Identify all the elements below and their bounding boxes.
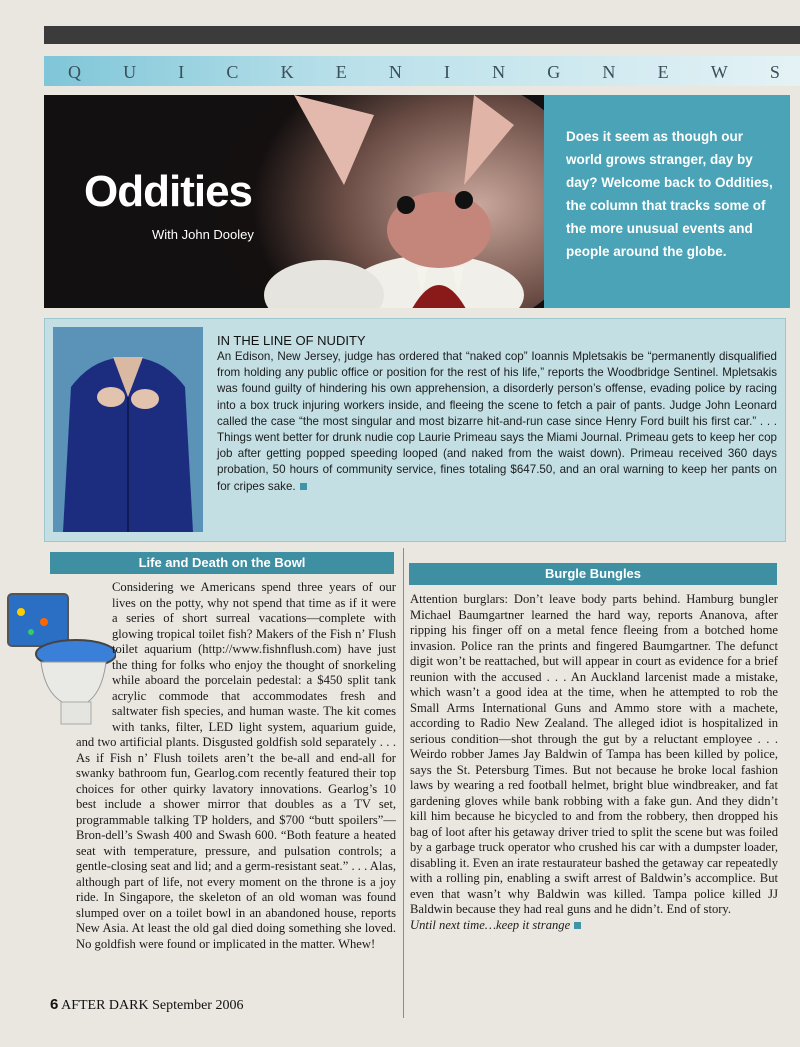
feature-text bbox=[217, 349, 777, 495]
right-column-heading: Burgle Bungles bbox=[409, 563, 777, 585]
signoff: Until next time…keep it strange bbox=[410, 917, 571, 932]
kicker-letter: N bbox=[492, 62, 508, 82]
left-column-heading: Life and Death on the Bowl bbox=[50, 552, 394, 574]
kicker-letter: Q bbox=[68, 62, 83, 82]
intro-text: Does it seem as though our world grows stranger, day by day? Welcome back to Oddities, the column that tracks some of the more unusual events and people around the globe. bbox=[566, 129, 773, 259]
kicker-letter: G bbox=[547, 62, 563, 82]
feature-text-body: An Edison, New Jersey, judge has ordered that “naked cop” Ioannis Mpletsakis be “permanently disqualified from holding any public office or position for the rest of his life,” reports the Woodbridge Sentinel. Mpletsakis was found guilty of hindering his own apprehension, a disorderly person’s offense, evading police by racing into a box truck injuring workers inside, and fleeing the scene to fetch a pair of pants. Judge John Leonard called the case “the most singular and most bizarre hit-and-run case since Henry Ford built his first car.” . . . Things went better for drunk nudie cop Laurie Primeau says the Miami Journal. Primeau gets to keep her cop job after getting popped speeding looped (and naked from the waist down). Primeau received 360 days probation, 50 hours of community service, fines totaling $647.50, and an oral warning to keep her pants on for cripes sake. bbox=[217, 350, 777, 493]
end-mark-icon bbox=[300, 483, 307, 490]
end-mark-icon bbox=[574, 922, 581, 929]
kicker-letter: U bbox=[123, 62, 139, 82]
kicker-letter: I bbox=[444, 62, 452, 82]
image-wrap-spacer bbox=[76, 580, 112, 730]
kicker-letter: E bbox=[657, 62, 671, 82]
kicker-letter: I bbox=[178, 62, 187, 82]
kicker-letter: E bbox=[335, 62, 349, 82]
kicker-letter: K bbox=[280, 62, 296, 82]
kicker-letter: S bbox=[769, 62, 782, 82]
kicker-letter: N bbox=[388, 62, 404, 82]
page-number: 6 bbox=[50, 996, 59, 1013]
right-column-text bbox=[410, 592, 778, 933]
column-title: Oddities bbox=[84, 167, 253, 216]
feature-heading: IN THE LINE OF NUDITY bbox=[217, 333, 366, 348]
page-footer bbox=[50, 996, 243, 1014]
feature-box bbox=[44, 318, 786, 542]
magazine-issue: AFTER DARK September 2006 bbox=[61, 998, 244, 1013]
top-bar bbox=[44, 26, 800, 44]
kicker-letter: C bbox=[226, 62, 241, 82]
hero-banner bbox=[44, 95, 544, 308]
kicker-letters bbox=[44, 56, 800, 83]
intro-box bbox=[544, 95, 790, 308]
kicker-letter: N bbox=[602, 62, 618, 82]
kicker-letter: W bbox=[710, 62, 730, 82]
man-in-blue-shirt-photo bbox=[53, 327, 203, 532]
left-column-text: Considering we Americans spend three years of our lives on the potty, why not spend that time as if it were a series of short surreal vacations—complete with glowing tropical toilet fish? Makers of the Fish n’ Flush toilet aquarium (http://www.fishnflush.com) have just the thing for folks who enjoy the thought of snorkeling while aboard the porcelain pedestal: a $450 split tank acrylic commode that accommodates fresh and saltwater fish species, and human waste. The kit comes with tanks, filter, LED light system, aquarium guide, and two artificial plants. Disgusted goldfish sold separately . . . As if Fish n’ Flush toilets aren’t the be-all and end-all for swanky bathroom fun, Gearlog.com recently featured their top choices for other quirky lavatory innovations. Gearlog’s 10 best include a shower mirror that doubles as a TV set, programmable talking TP holders, and $700 “butt spoilers”—Bron-dell’s Swash 400 and Swash 600. “Both feature a heated seat with temperature, pressure, and pulsation controls; a gentle-closing seat and lid; and a germ-resistant seat.” . . . Alas, although part of life, not every moment on the throne is a joy ride. In Singapore, the skeleton of an old woman was found slumped over on a toilet bowl in an abandoned house, reports New Asia. At least the old gal died doing something she loved. No goldfish were found or implicated in the matter. Whew! bbox=[76, 580, 396, 951]
section-kicker bbox=[44, 56, 800, 86]
byline: With John Dooley bbox=[152, 227, 254, 242]
column-divider bbox=[403, 548, 404, 1018]
right-column-body: Attention burglars: Don’t leave body parts behind. Hamburg bungler Michael Baumgartner learned the hard way, reports Ananova, after ripping his finger off on a metal fence fleeing from a botched home invasion. Police ran the prints and fingered Baumgartner. The defunct digit won’t be reattached, but will appear in court as evidence for a brief reunion with the accused . . . An Auckland larcenist made a mistake, which wasn’t a good idea at the time, when he attempted to rob the Small Arms International Guns and Ammo store with a machete, according to Radio New Zealand. The alleged idiot is hospitalized in serious condition—shot through the gut by a reluctant employee . . . Weirdo robber James Jay Baldwin of Tampa has been killed by police, says the St. Petersburg Times. But not because he broke local fashion laws by wearing a red football helmet, bright blue windbreaker, and fat gardening gloves while bank robbing with a fake gun. And they didn’t kill him because he bicycled to and from the robbery, then dropped his bag of loot after his getaway driver tried to split the scene but was foiled by a garbage truck operator who crushed his car with a dumpster loader, disabling it. Even an irate restaurateur bashed the getaway car repeatedly with a rolling pin, enabling a swift arrest of Baldwin’s accomplice. But even that wasn’t why Baldwin was killed. Tampa police killed JJ Baldwin because they had real guns and he didn’t. End of story. bbox=[410, 592, 778, 916]
